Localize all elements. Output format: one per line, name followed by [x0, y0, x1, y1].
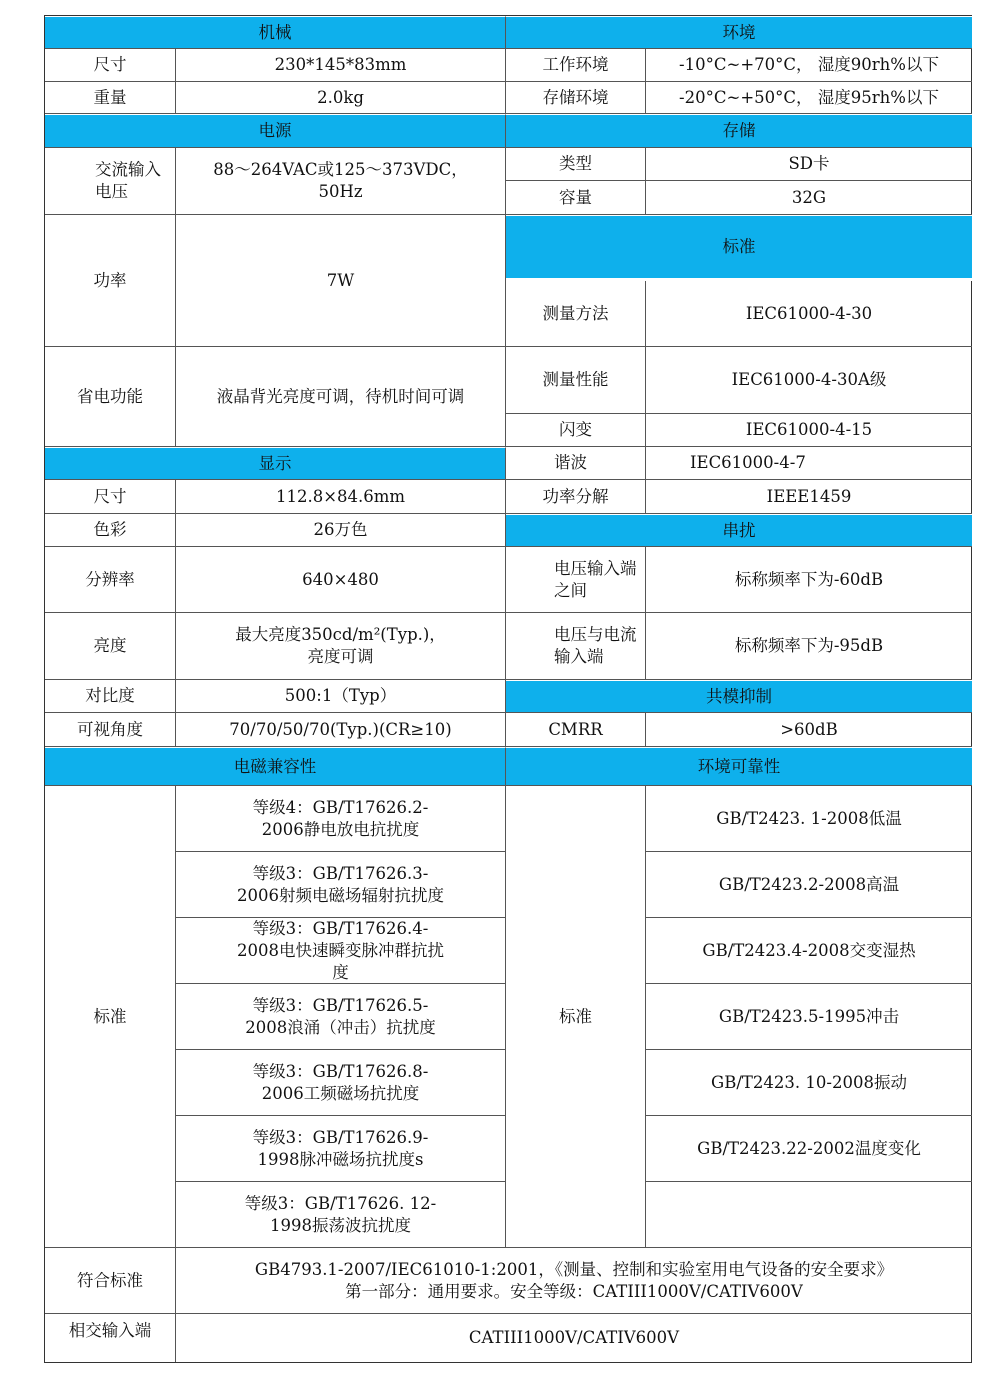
disp-size-value: 112.8×84.6mm: [176, 480, 506, 514]
env-store-label: 存储环境: [506, 82, 646, 114]
std-perf-label: 测量性能: [506, 347, 646, 414]
env-rel-item: GB/T2423.2-2008高温: [646, 852, 972, 918]
serial-vi-value: 标称频率下为-95dB: [646, 613, 972, 680]
storage-type-label: 类型: [506, 148, 646, 181]
disp-res-label: 分辨率: [45, 547, 176, 613]
storage-cap-value: 32G: [646, 181, 972, 215]
spec-table: [44, 15, 972, 1363]
power-power-label: 功率: [45, 215, 176, 347]
std-pd-label: 功率分解: [506, 480, 646, 514]
mech-size-label: 尺寸: [45, 49, 176, 82]
mech-size-value: 230*145*83mm: [176, 49, 506, 82]
serial-vi-label: 电压与电流输入端: [506, 613, 646, 680]
disp-bright-label: 亮度: [45, 613, 176, 680]
cmr-label: CMRR: [506, 713, 646, 747]
disp-bright-value: 最大亮度350cd/m²(Typ.)，亮度可调: [176, 613, 506, 680]
env-rel-item: GB/T2423.4-2008交变湿热: [646, 918, 972, 984]
env-work-label: 工作环境: [506, 49, 646, 82]
std-harm-value: IEC61000-4-7: [646, 447, 972, 480]
disp-contrast-value: 500:1（Typ）: [176, 680, 506, 713]
disp-res-value: 640×480: [176, 547, 506, 613]
emc-item: 等级3：GB/T17626.3-2006射频电磁场辐射抗扰度: [176, 852, 506, 918]
env-store-value: -20°C~+50°C， 湿度95rh%以下: [646, 82, 972, 114]
disp-color-value: 26万色: [176, 514, 506, 547]
disp-angle-value: 70/70/50/70(Typ.)(CR≥10): [176, 713, 506, 747]
env-rel-item-empty: [646, 1182, 972, 1248]
section-mechanical: 机械: [45, 16, 506, 49]
storage-cap-label: 容量: [506, 181, 646, 215]
section-storage: 存储: [506, 114, 972, 148]
serial-vin-value: 标称频率下为-60dB: [646, 547, 972, 613]
disp-contrast-label: 对比度: [45, 680, 176, 713]
std-method-value: IEC61000-4-30: [646, 281, 972, 347]
emc-item: 等级4：GB/T17626.2-2006静电放电抗扰度: [176, 786, 506, 852]
power-save-value: 液晶背光亮度可调，待机时间可调: [176, 347, 506, 447]
emc-item: 等级3：GB/T17626.9-1998脉冲磁场抗扰度s: [176, 1116, 506, 1182]
emc-item: 等级3：GB/T17626.4-2008电快速瞬变脉冲群抗扰度: [176, 918, 506, 984]
section-display: 显示: [45, 447, 506, 480]
compliance-label: 符合标准: [45, 1248, 176, 1314]
compliance-line2: 第一部分：通用要求。安全等级：CATIII1000V/CATIV600V: [345, 1281, 803, 1301]
std-harm-label: 谐波: [506, 447, 646, 480]
std-method-label: 测量方法: [506, 281, 646, 347]
env-rel-label: 标准: [506, 786, 646, 1248]
std-flicker-value: IEC61000-4-15: [646, 414, 972, 447]
serial-vin-label: 电压输入端之间: [506, 547, 646, 613]
emc-item: 等级3：GB/T17626.5-2008浪涌（冲击）抗扰度: [176, 984, 506, 1050]
disp-color-label: 色彩: [45, 514, 176, 547]
power-ac-label: 交流输入电压: [45, 148, 176, 215]
section-environment: 环境: [506, 16, 972, 49]
section-standard: 标准: [506, 215, 972, 281]
env-rel-item: GB/T2423. 10-2008振动: [646, 1050, 972, 1116]
power-ac-value: 88～264VAC或125～373VDC，50Hz: [176, 148, 506, 215]
disp-size-label: 尺寸: [45, 480, 176, 514]
compliance-line1: GB4793.1-2007/IEC61010-1:2001，《测量、控制和实验室用电气设备的安全要求》: [254, 1259, 894, 1279]
disp-angle-label: 可视角度: [45, 713, 176, 747]
section-serial: 串扰: [506, 514, 972, 547]
phase-input-label: 相交输入端: [45, 1314, 176, 1362]
emc-item: 等级3：GB/T17626.8-2006工频磁场抗扰度: [176, 1050, 506, 1116]
std-pd-value: IEEE1459: [646, 480, 972, 514]
emc-label: 标准: [45, 786, 176, 1248]
phase-input-value: CATIII1000V/CATIV600V: [468, 1328, 680, 1347]
env-rel-item: GB/T2423.22-2002温度变化: [646, 1116, 972, 1182]
std-perf-value: IEC61000-4-30A级: [646, 347, 972, 414]
std-flicker-label: 闪变: [506, 414, 646, 447]
compliance-value: [176, 1248, 972, 1314]
env-work-value: -10°C~+70°C， 湿度90rh%以下: [646, 49, 972, 82]
section-emc: 电磁兼容性: [45, 747, 506, 786]
emc-item: 等级3：GB/T17626. 12-1998振荡波抗扰度: [176, 1182, 506, 1248]
cmr-value: >60dB: [646, 713, 972, 747]
env-rel-item: GB/T2423. 1-2008低温: [646, 786, 972, 852]
section-power: 电源: [45, 114, 506, 148]
storage-type-value: SD卡: [646, 148, 972, 181]
env-rel-item: GB/T2423.5-1995冲击: [646, 984, 972, 1050]
power-power-value: 7W: [176, 215, 506, 347]
section-env-reliability: 环境可靠性: [506, 747, 972, 786]
power-save-label: 省电功能: [45, 347, 176, 447]
mech-weight-label: 重量: [45, 82, 176, 114]
section-cmr: 共模抑制: [506, 680, 972, 713]
mech-weight-value: 2.0kg: [176, 82, 506, 114]
